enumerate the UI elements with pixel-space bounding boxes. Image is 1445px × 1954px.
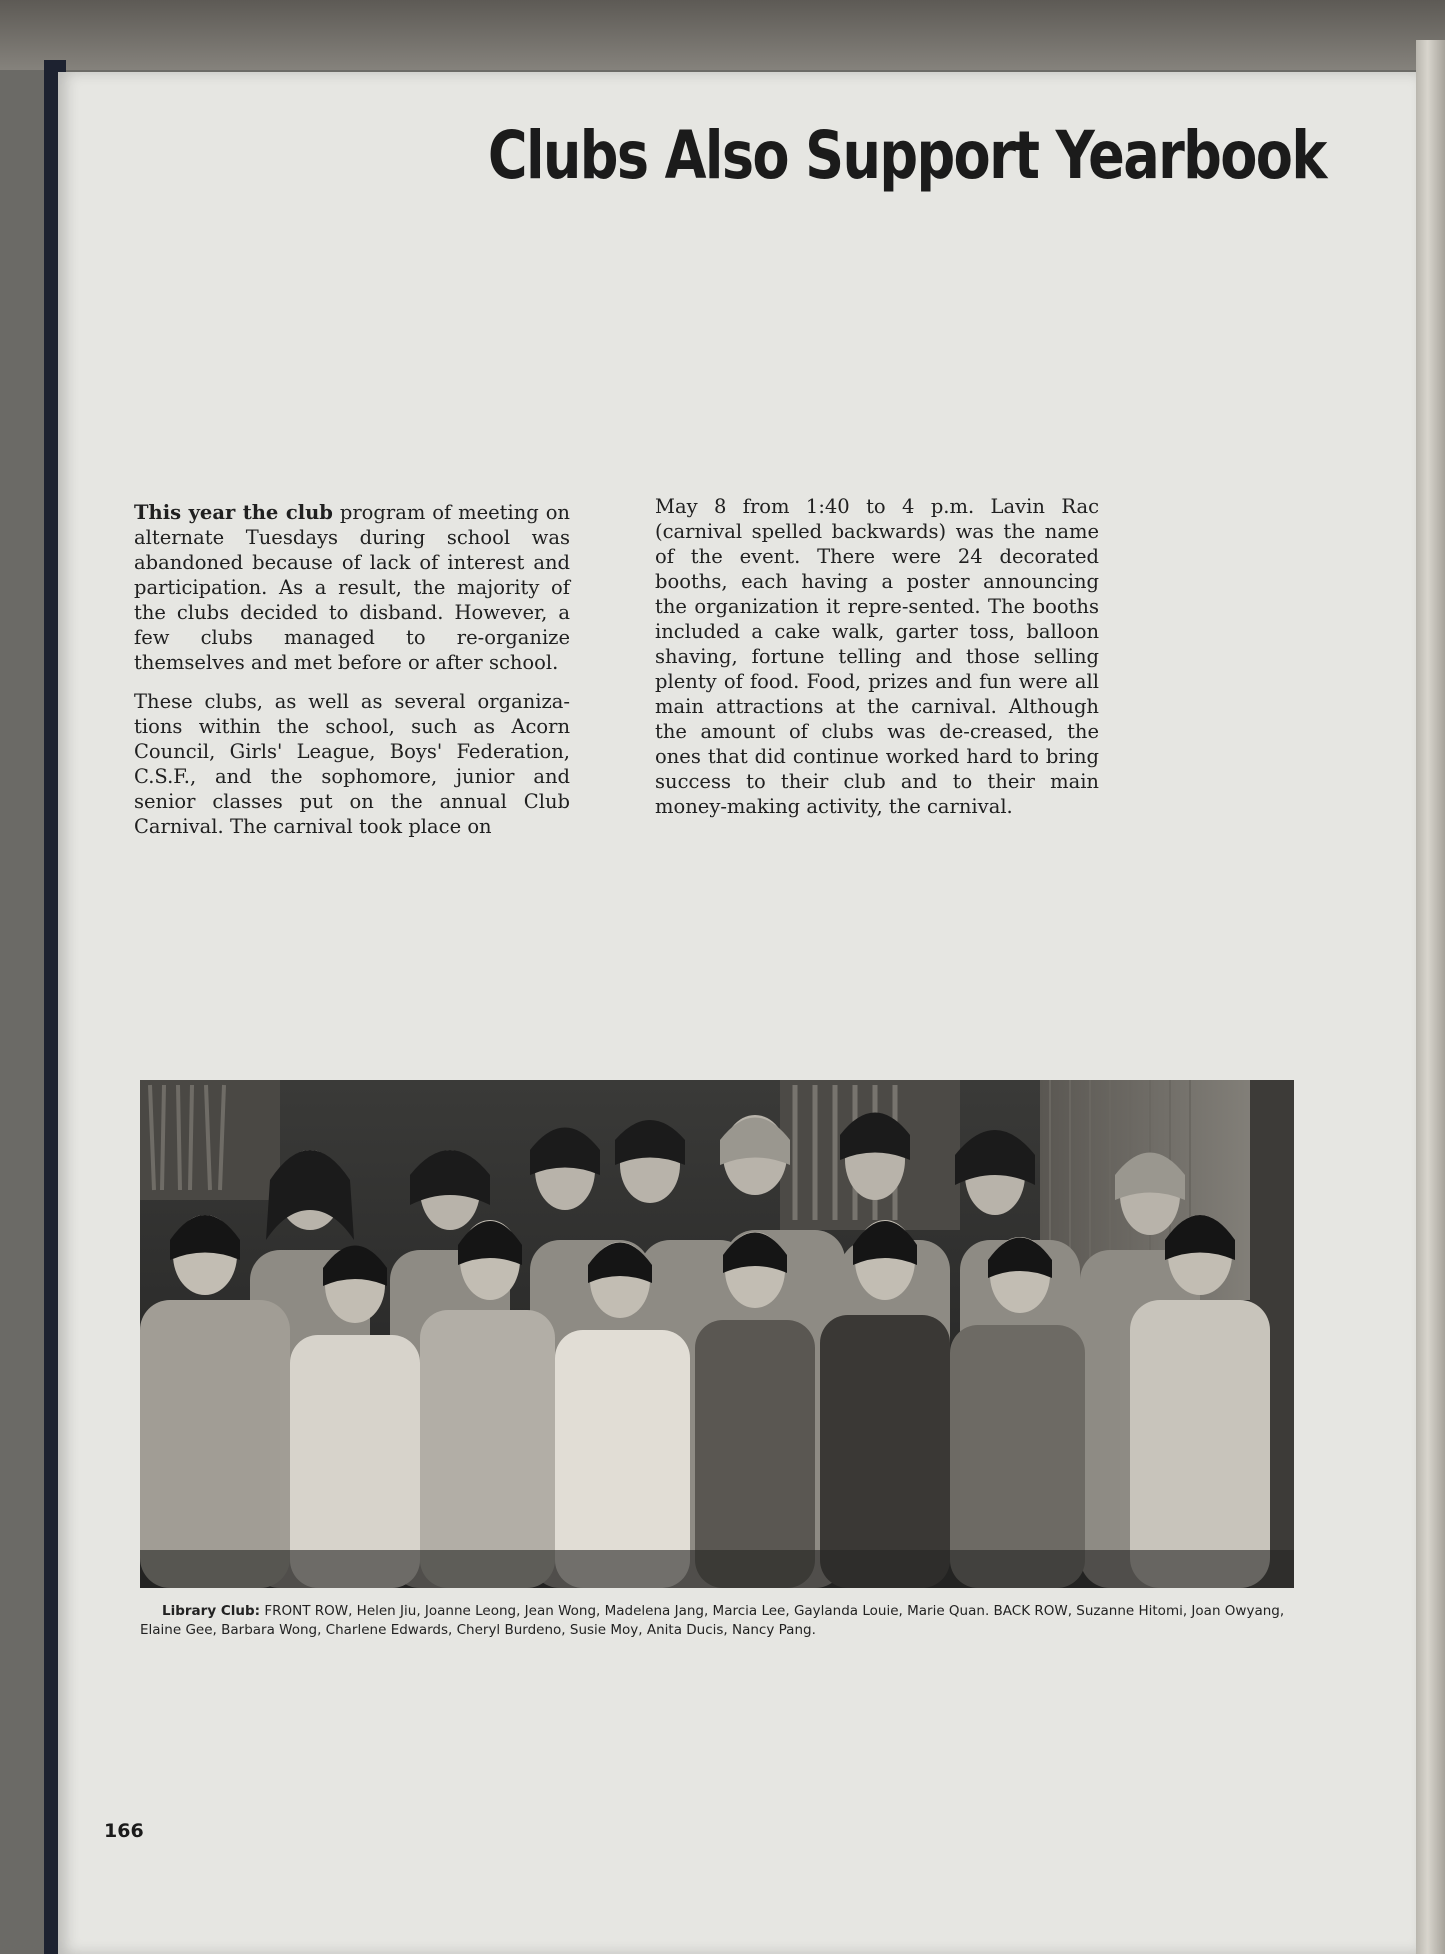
left-paragraph-1-text: program of meeting on alternate Tuesdays during school was abandoned because of lack of interest and participation. As a result, the majority of the clubs decided to disband. However, a few clubs managed to re-organize themselves and met before or after school.: [134, 501, 570, 674]
article-right-column: [655, 494, 1099, 833]
page-title: Clubs Also Support Yearbook: [488, 117, 1326, 194]
left-paragraph-2: These clubs, as well as several organiza-tions within the school, such as Acorn Council, Girls' League, Boys' Federation, C.S.F., and the sophomore, junior and senior classes put on the annual Club Carnival. The carnival took place on: [134, 690, 570, 838]
page-number: 166: [104, 1820, 144, 1842]
page-stack-edge: [1416, 40, 1445, 1954]
left-paragraph-1: [134, 500, 570, 675]
lead-in: This year the club: [134, 501, 333, 524]
right-paragraph-1: May 8 from 1:40 to 4 p.m. Lavin Rac (carnival spelled backwards) was the name of the event. There were 24 decorated booths, each having a poster announcing the organization it repre-sented. The booths included a cake walk, garter toss, balloon shaving, fortune telling and those selling plenty of food. Food, prizes and fun were all main attractions at the carnival. Although the amount of clubs was de-creased, the ones that did continue worked hard to bring success to their club and to their main money-making activity, the carnival.: [655, 495, 1099, 818]
backdrop: [0, 0, 1445, 70]
photo-caption: [140, 1602, 1294, 1640]
yearbook-page: [58, 72, 1416, 1954]
group-photo: [140, 1080, 1294, 1588]
caption-lead: Library Club:: [162, 1603, 261, 1619]
article-left-column: [134, 500, 570, 853]
group-photo-image: [140, 1080, 1294, 1588]
caption-text: FRONT ROW, Helen Jiu, Joanne Leong, Jean Wong, Madelena Jang, Marcia Lee, Gaylanda Louie, Marie Quan. BACK ROW, Suzanne Hitomi, Joan Owyang, Elaine Gee, Barbara Wong, Charlene Edwards, Cheryl Burdeno, Susie Moy, Anita Ducis, Nancy Pang.: [140, 1603, 1285, 1638]
